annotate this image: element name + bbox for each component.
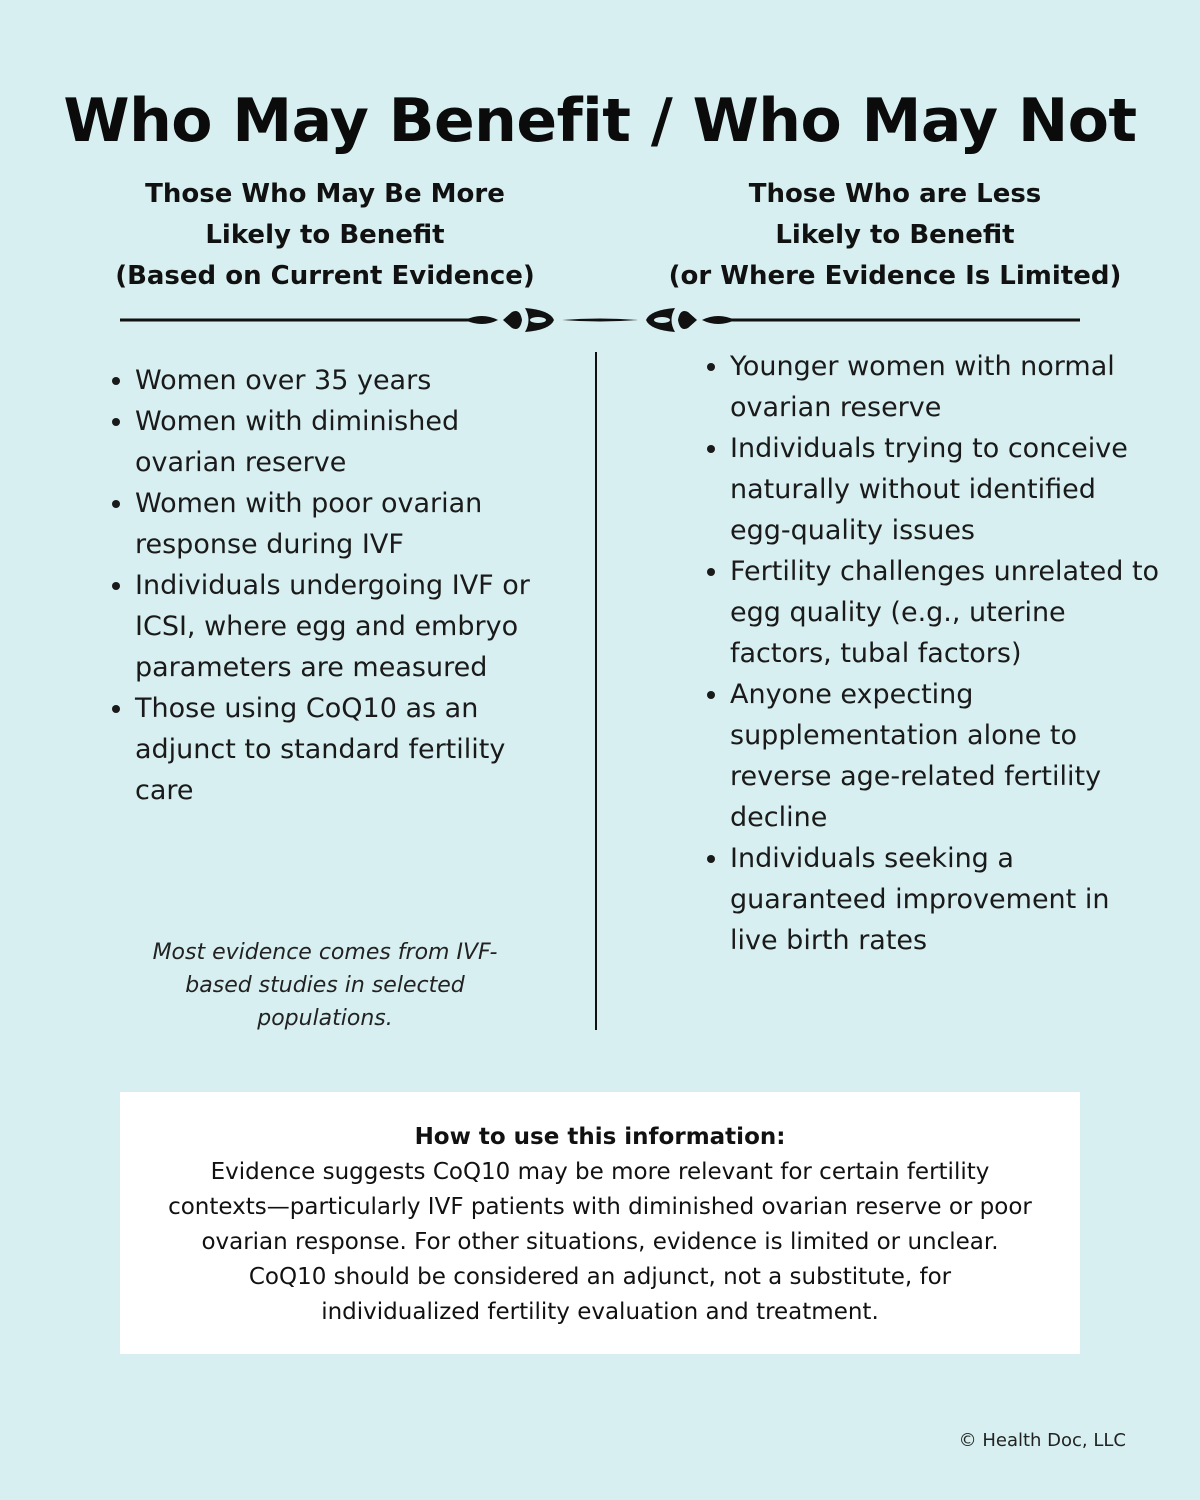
info-box-heading: How to use this information: bbox=[414, 1124, 786, 1150]
heading-line: Those Who May Be More bbox=[145, 179, 505, 209]
heading-line: Likely to Benefit bbox=[775, 220, 1015, 250]
info-box-body: Evidence suggests CoQ10 may be more relevant for certain fertility contexts—particularly IVF patients with diminished ovarian reserve or poor ovarian response. For other situations, evidence is limited or unclear. CoQ10 should be considered an adjunct, not a substitute, for individualized fertility evaluation and treatment. bbox=[168, 1159, 1032, 1325]
list-item: • Younger women with normal ovarian reserve bbox=[730, 346, 1160, 428]
list-item: • Those using CoQ10 as an adjunct to standard fertility care bbox=[135, 688, 555, 811]
list-item: • Women with poor ovarian response during IVF bbox=[135, 483, 555, 565]
copyright-notice: © Health Doc, LLC bbox=[958, 1430, 1126, 1451]
list-item: • Individuals trying to conceive naturally without identified egg-quality issues bbox=[730, 428, 1160, 551]
right-column-heading bbox=[665, 174, 1125, 297]
info-box bbox=[120, 1092, 1080, 1354]
heading-line: Those Who are Less bbox=[748, 179, 1042, 209]
list-item: • Fertility challenges unrelated to egg quality (e.g., uterine factors, tubal factors) bbox=[730, 551, 1160, 674]
column-separator bbox=[595, 352, 597, 1030]
benefit-list bbox=[105, 360, 555, 811]
list-item: • Anyone expecting supplementation alone to reverse age-related fertility decline bbox=[730, 674, 1160, 838]
left-column-heading bbox=[100, 174, 550, 297]
less-benefit-list bbox=[700, 346, 1160, 961]
list-item: • Women with diminished ovarian reserve bbox=[135, 401, 555, 483]
evidence-note: Most evidence comes from IVF-based studies in selected populations. bbox=[152, 940, 498, 1031]
list-item: • Women over 35 years bbox=[135, 360, 555, 401]
ornamental-divider bbox=[120, 300, 1080, 340]
heading-line: (Based on Current Evidence) bbox=[115, 261, 535, 291]
page-title: Who May Benefit / Who May Not bbox=[63, 86, 1137, 156]
heading-line: Likely to Benefit bbox=[205, 220, 445, 250]
list-item: • Individuals undergoing IVF or ICSI, where egg and embryo parameters are measured bbox=[135, 565, 555, 688]
heading-line: (or Where Evidence Is Limited) bbox=[668, 261, 1122, 291]
list-item: • Individuals seeking a guaranteed improvement in live birth rates bbox=[730, 838, 1160, 961]
